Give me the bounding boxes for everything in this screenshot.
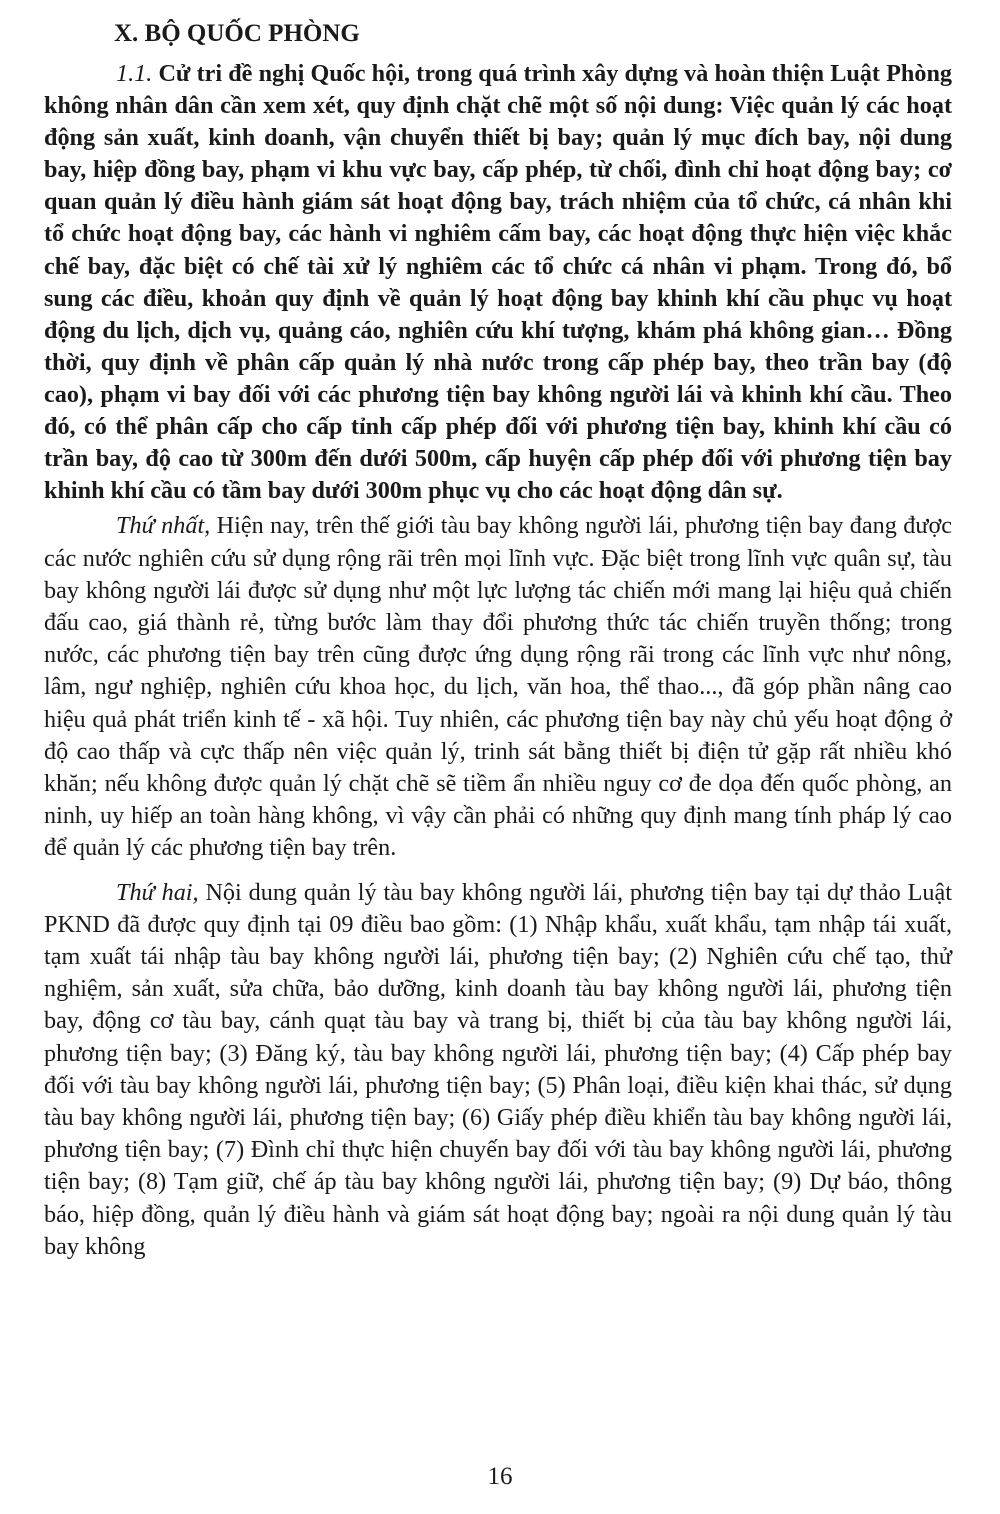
paragraph-1-lead: Thứ nhất, [116, 512, 211, 540]
page-number: 16 [487, 1463, 513, 1490]
paragraph-2-text: Nội dung quản lý tàu bay không người lái, phương tiện bay tại dự thảo Luật PKND đã được quy định tại 09 điều bao gồm: (1) Nhập khẩu, xuất khẩu, tạm nhập tái xuất, tạm xuất tái nhập tàu bay không người lái, phương tiện bay; (2) Nghiên cứu chế tạo, thử nghiệm, sản xuất, sửa chữa, bảo dưỡng, kinh doanh tàu bay không người lái, phương tiện bay, động cơ tàu bay, cánh quạt tàu bay và trang bị, thiết bị của tàu bay không người lái, phương tiện bay; (3) Đăng ký, tàu bay không người lái, phương tiện bay; (4) Cấp phép bay đối với tàu bay không người lái, phương tiện bay; (5) Phân loại, điều kiện khai thác, sử dụng tàu bay không người lái, phương tiện bay; (6) Giấy phép điều khiển tàu bay không người lái, phương tiện bay; (7) Đình chỉ thực hiện chuyến bay đối với tàu bay không người lái, phương tiện bay; (8) Tạm giữ, chế áp tàu bay không người lái, phương tiện bay; (9) Dự báo, thông báo, hiệp đồng, quản lý điều hành và giám sát hoạt động bay; ngoài ra nội dung quản lý tàu bay không [44, 878, 952, 1260]
paragraph-1-text: Hiện nay, trên thế giới tàu bay không người lái, phương tiện bay đang được các nước nghiên cứu sử dụng rộng rãi trên mọi lĩnh vực. Đặc biệt trong lĩnh vực quân sự, tàu bay không người lái được sử dụng như một lực lượng tác chiến mới mang lại hiệu quả chiến đấu cao, giá thành rẻ, từng bước làm thay đổi phương thức tác chiến truyền thống; trong nước, các phương tiện bay trên cũng được ứng dụng rộng rãi trong các lĩnh vực như nông, lâm, ngư nghiệp, nghiên cứu khoa học, du lịch, văn hoa, thể thao..., đã góp phần nâng cao hiệu quả phát triển kinh tế - xã hội. Tuy nhiên, các phương tiện bay này chủ yếu hoạt động ở độ cao thấp và cực thấp nên việc quản lý, trinh sát bằng thiết bị điện tử gặp rất nhiều khó khăn; nếu không được quản lý chặt chẽ sẽ tiềm ẩn nhiều nguy cơ đe dọa đến quốc phòng, an ninh, uy hiếp an toàn hàng không, vì vậy cần phải có những quy định mang tính pháp lý cao để quản lý các phương tiện bay trên. [44, 512, 952, 862]
document-page [44, 14, 952, 1275]
section-title: X. BỘ QUỐC PHÒNG [114, 20, 360, 47]
item-number: 1.1. [116, 60, 153, 87]
item-text: Cử tri đề nghị Quốc hội, trong quá trình xây dựng và hoàn thiện Luật Phòng không nhân dân cần xem xét, quy định chặt chẽ một số nội dung: Việc quản lý các hoạt động sản xuất, kinh doanh, vận chuyển thiết bị bay; quản lý mục đích bay, nội dung bay, hiệp đồng bay, phạm vi khu vực bay, cấp phép, từ chối, đình chỉ hoạt động bay; cơ quan quản lý điều hành giám sát hoạt động bay, trách nhiệm của tổ chức, cá nhân khi tổ chức hoạt động bay, các hành vi nghiêm cấm bay, các hoạt động thực hiện việc khắc chế bay, đặc biệt có chế tài xử lý nghiêm các tổ chức cá nhân vi phạm. Trong đó, bổ sung các điều, khoản quy định về quản lý hoạt động bay khinh khí cầu phục vụ hoạt động du lịch, dịch vụ, quảng cáo, nghiên cứu khí tượng, khám phá không gian… Đồng thời, quy định về phân cấp quản lý nhà nước trong cấp phép bay, theo trần bay (độ cao), phạm vi bay đối với các phương tiện bay không người lái và khinh khí cầu. Theo đó, có thể phân cấp cho cấp tỉnh cấp phép đối với phương tiện bay, khinh khí cầu có trần bay, độ cao từ 300m đến dưới 500m, cấp huyện cấp phép đối với phương tiện bay khinh khí cầu có tầm bay dưới 300m phục vụ cho các hoạt động dân sự. [44, 60, 953, 505]
response-paragraph-2 [44, 877, 952, 1263]
voter-petition-paragraph [44, 58, 952, 507]
paragraph-2-lead: Thứ hai, [116, 878, 199, 906]
response-paragraph-1 [44, 510, 952, 864]
